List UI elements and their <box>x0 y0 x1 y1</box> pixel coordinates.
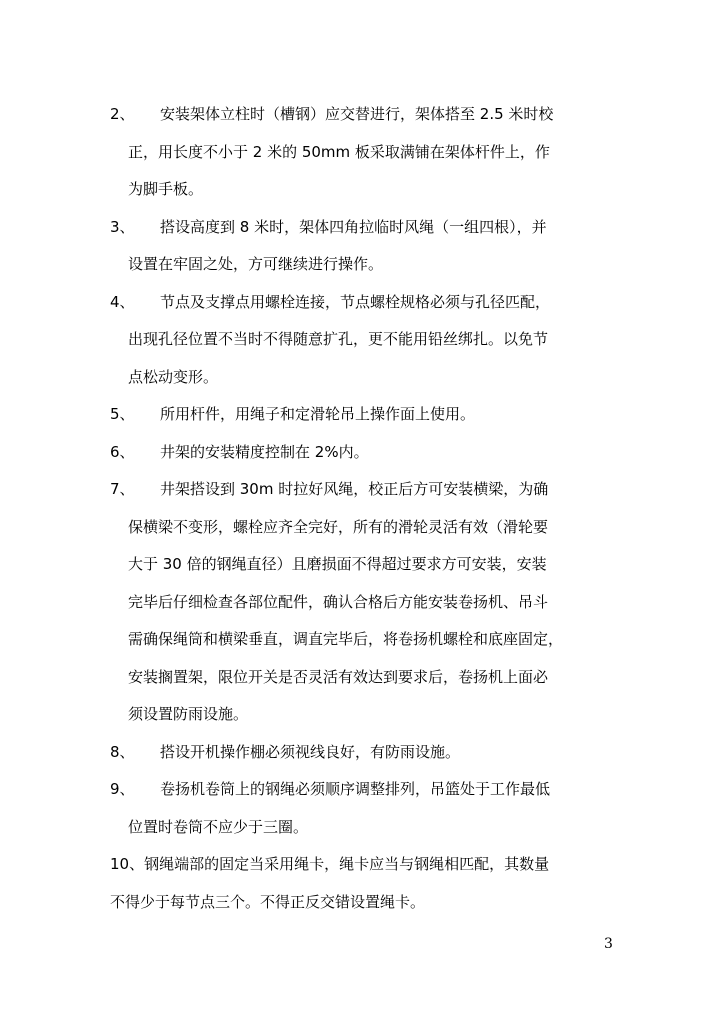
item-number: 8、 <box>110 742 135 761</box>
item-text-line: 完毕后仔细检查各部位配件，确认合格后方能安装卷扬机、吊斗 <box>128 592 549 611</box>
list-item-10 <box>110 846 620 921</box>
page-number: 3 <box>604 936 613 952</box>
item-text-line: 搭设高度到 8 米时，架体四角拉临时风绳（一组四根），并 <box>160 217 547 236</box>
item-text-line: 大于 30 倍的钢绳直径）且磨损面不得超过要求方可安装，安装 <box>128 555 547 573</box>
item-text-line: 不得少于每节点三个。不得正反交错设置绳卡。 <box>110 892 426 911</box>
item-text-line: 节点及支撑点用螺栓连接，节点螺栓规格必须与孔径匹配， <box>160 292 551 311</box>
item-text-line: 设置在牢固之处，方可继续进行操作。 <box>128 255 384 273</box>
list-item-2 <box>110 96 620 209</box>
item-text-line: 正，用长度不小于 2 米的 50mm 板采取满铺在架体杆件上，作 <box>128 142 550 161</box>
item-text-line: 需确保绳筒和横梁垂直，调直完毕后，将卷扬机螺栓和底座固定， <box>128 630 564 648</box>
item-number: 5、 <box>110 405 135 423</box>
item-text-line: 卷扬机卷筒上的钢绳必须顺序调整排列，吊篮处于工作最低 <box>160 780 551 798</box>
item-number: 3、 <box>110 217 135 236</box>
item-text-line: 位置时卷筒不应少于三圈。 <box>128 817 309 836</box>
item-number: 2、 <box>110 105 135 123</box>
item-number: 4、 <box>110 292 135 311</box>
item-text-line: 为脚手板。 <box>128 180 204 198</box>
item-text-line: 点松动变形。 <box>128 367 219 386</box>
item-text-line: 搭设开机操作棚必须视线良好，有防雨设施。 <box>160 742 461 761</box>
item-text-line: 10、钢绳端部的固定当采用绳卡，绳卡应当与钢绳相匹配，其数量 <box>110 855 550 873</box>
item-text-line: 井架的安装精度控制在 2%内。 <box>160 442 369 461</box>
item-text-line: 出现孔径位置不当时不得随意扩孔，更不能用铅丝绑扎。以免节 <box>128 330 549 348</box>
item-text-line: 须设置防雨设施。 <box>128 705 249 723</box>
item-number: 7、 <box>110 480 135 498</box>
list-item-3 <box>110 209 620 284</box>
list-item-7 <box>110 471 620 734</box>
list-item-6 <box>110 434 620 472</box>
item-text-line: 所用杆件，用绳子和定滑轮吊上操作面上使用。 <box>160 405 476 423</box>
item-list <box>110 96 620 921</box>
list-item-8 <box>110 734 620 772</box>
item-text-line: 井架搭设到 30m 时拉好风绳，校正后方可安装横梁，为确 <box>160 480 549 498</box>
item-text-line: 保横梁不变形，螺栓应齐全完好，所有的滑轮灵活有效（滑轮要 <box>128 517 549 536</box>
list-item-4 <box>110 284 620 397</box>
list-item-9 <box>110 771 620 846</box>
item-number: 9、 <box>110 780 135 798</box>
list-item-5 <box>110 396 620 434</box>
item-text-line: 安装搁置架，限位开关是否灵活有效达到要求后，卷扬机上面必 <box>128 667 549 686</box>
item-number: 6、 <box>110 442 135 461</box>
item-text-line: 安装架体立柱时（槽钢）应交替进行，架体搭至 2.5 米时校 <box>160 105 554 123</box>
